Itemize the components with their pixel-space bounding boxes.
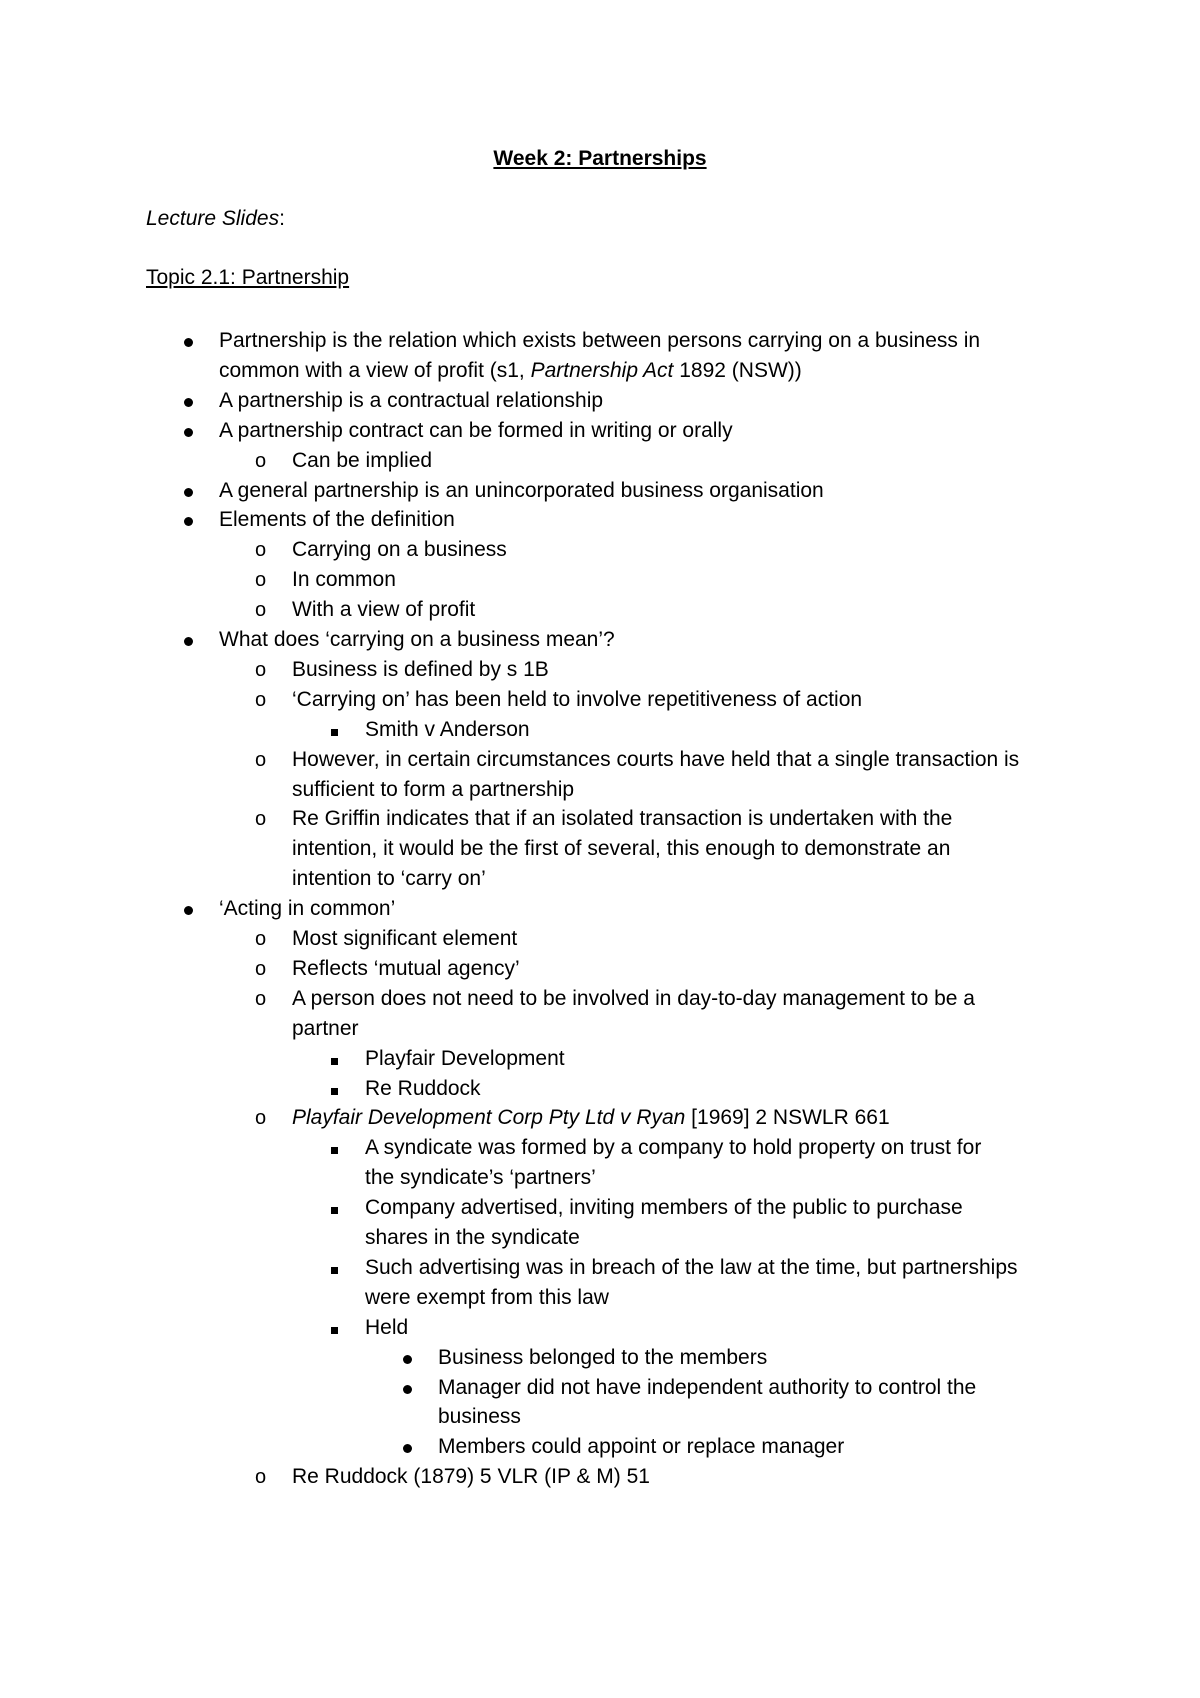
list-item-text: business	[438, 1405, 521, 1428]
circle-bullet-icon: o	[255, 659, 267, 681]
list-item-text: Such advertising was in breach of the law at the time, but partnerships	[365, 1256, 1018, 1279]
bullet-icon	[184, 517, 193, 526]
list-marker	[184, 386, 193, 416]
list-marker	[331, 1253, 338, 1283]
circle-bullet-icon: o	[255, 749, 267, 771]
list-marker	[255, 954, 266, 984]
list-marker	[184, 326, 193, 356]
list-item-text	[219, 356, 802, 386]
bullet-icon	[403, 1444, 412, 1453]
circle-bullet-icon: o	[255, 1107, 267, 1129]
square-bullet-icon	[331, 1147, 338, 1154]
list-item-text: What does ‘carrying on a business mean’?	[219, 628, 615, 651]
list-item-text: partner	[292, 1017, 359, 1040]
list-item-text: Reflects ‘mutual agency’	[292, 957, 520, 980]
bullet-icon	[403, 1355, 412, 1364]
circle-bullet-icon: o	[255, 958, 267, 980]
document-subtitle	[146, 207, 285, 231]
list-item-text: Smith v Anderson	[365, 718, 530, 741]
list-item-text: Members could appoint or replace manager	[438, 1435, 845, 1458]
list-item-text	[292, 1103, 890, 1133]
list-marker	[184, 625, 193, 655]
list-marker	[184, 476, 193, 506]
text-run: [1969] 2 NSWLR 661	[685, 1106, 890, 1129]
italic-citation: Playfair Development Corp Pty Ltd v Ryan	[292, 1106, 686, 1129]
list-item-text: Re Ruddock	[365, 1077, 481, 1100]
bullet-icon	[184, 398, 193, 407]
list-item-text: Business is defined by s 1B	[292, 658, 549, 681]
list-item-text: A partnership contract can be formed in writing or orally	[219, 419, 733, 442]
list-marker	[184, 894, 193, 924]
list-marker	[255, 685, 266, 715]
list-marker	[255, 1103, 266, 1133]
list-item-text: Manager did not have independent authority to control the	[438, 1376, 977, 1399]
list-marker	[184, 505, 193, 535]
list-item-text: In common	[292, 568, 396, 591]
document-title: Week 2: Partnerships	[493, 147, 707, 170]
circle-bullet-icon: o	[255, 569, 267, 591]
list-item-text: A partnership is a contractual relationship	[219, 389, 604, 412]
list-marker	[331, 1313, 338, 1343]
list-item-text: Partnership is the relation which exists between persons carrying on a business in	[219, 329, 981, 352]
subtitle-text: Lecture Slides	[146, 207, 280, 230]
square-bullet-icon	[331, 729, 338, 736]
list-marker	[331, 1044, 338, 1074]
circle-bullet-icon: o	[255, 689, 267, 711]
circle-bullet-icon: o	[255, 808, 267, 830]
list-item-text: A person does not need to be involved in day-to-day management to be a	[292, 987, 975, 1010]
circle-bullet-icon: o	[255, 599, 267, 621]
circle-bullet-icon: o	[255, 539, 267, 561]
list-item-text: the syndicate’s ‘partners’	[365, 1166, 596, 1189]
circle-bullet-icon: o	[255, 988, 267, 1010]
circle-bullet-icon: o	[255, 450, 267, 472]
topic-heading: Topic 2.1: Partnership	[146, 266, 350, 289]
bullet-icon	[184, 428, 193, 437]
square-bullet-icon	[331, 1088, 338, 1095]
list-marker	[184, 416, 193, 446]
list-item-text: Re Griffin indicates that if an isolated transaction is undertaken with the	[292, 807, 953, 830]
square-bullet-icon	[331, 1327, 338, 1334]
list-marker	[255, 804, 266, 834]
list-marker	[403, 1432, 412, 1462]
list-marker	[331, 1074, 338, 1104]
circle-bullet-icon: o	[255, 928, 267, 950]
list-marker	[331, 1133, 338, 1163]
bullet-icon	[184, 906, 193, 915]
list-item-text: Most significant element	[292, 927, 518, 950]
list-marker	[255, 595, 266, 625]
square-bullet-icon	[331, 1267, 338, 1274]
subtitle-colon: :	[279, 207, 285, 230]
square-bullet-icon	[331, 1058, 338, 1065]
list-marker	[255, 655, 266, 685]
list-marker	[403, 1343, 412, 1373]
list-marker	[255, 984, 266, 1014]
square-bullet-icon	[331, 1207, 338, 1214]
list-item-text: shares in the syndicate	[365, 1226, 580, 1249]
list-item-text: intention, it would be the first of several, this enough to demonstrate an	[292, 837, 951, 860]
bullet-icon	[184, 488, 193, 497]
list-item-text: Can be implied	[292, 449, 433, 472]
list-marker	[255, 924, 266, 954]
list-item-text: With a view of profit	[292, 598, 476, 621]
list-marker	[255, 565, 266, 595]
bullet-icon	[184, 637, 193, 646]
list-marker	[255, 1462, 266, 1492]
text-run: common with a view of profit (s1,	[219, 359, 531, 382]
list-marker	[331, 1193, 338, 1223]
list-item-text: Playfair Development	[365, 1047, 565, 1070]
list-item-text: A syndicate was formed by a company to hold property on trust for	[365, 1136, 982, 1159]
list-item-text: Re Ruddock (1879) 5 VLR (IP & M) 51	[292, 1465, 650, 1488]
text-run: 1892 (NSW))	[673, 359, 802, 382]
list-item-text: However, in certain circumstances courts have held that a single transaction is	[292, 748, 1020, 771]
bullet-icon	[403, 1385, 412, 1394]
list-item-text: Carrying on a business	[292, 538, 507, 561]
list-item-text: were exempt from this law	[365, 1286, 609, 1309]
list-item-text: ‘Acting in common’	[219, 897, 396, 920]
list-item-text: sufficient to form a partnership	[292, 778, 575, 801]
list-item-text: intention to ‘carry on’	[292, 867, 486, 890]
list-marker	[255, 446, 266, 476]
list-marker	[255, 745, 266, 775]
list-item-text: ‘Carrying on’ has been held to involve repetitiveness of action	[292, 688, 863, 711]
circle-bullet-icon: o	[255, 1466, 267, 1488]
italic-citation: Partnership Act	[530, 359, 674, 382]
list-item-text: Business belonged to the members	[438, 1346, 768, 1369]
list-marker	[331, 715, 338, 745]
list-item-text: Held	[365, 1316, 409, 1339]
list-item-text: Company advertised, inviting members of the public to purchase	[365, 1196, 963, 1219]
list-marker	[255, 535, 266, 565]
bullet-icon	[184, 338, 193, 347]
list-item-text: A general partnership is an unincorporated business organisation	[219, 479, 824, 502]
list-marker	[403, 1373, 412, 1403]
list-item-text: Elements of the definition	[219, 508, 455, 531]
